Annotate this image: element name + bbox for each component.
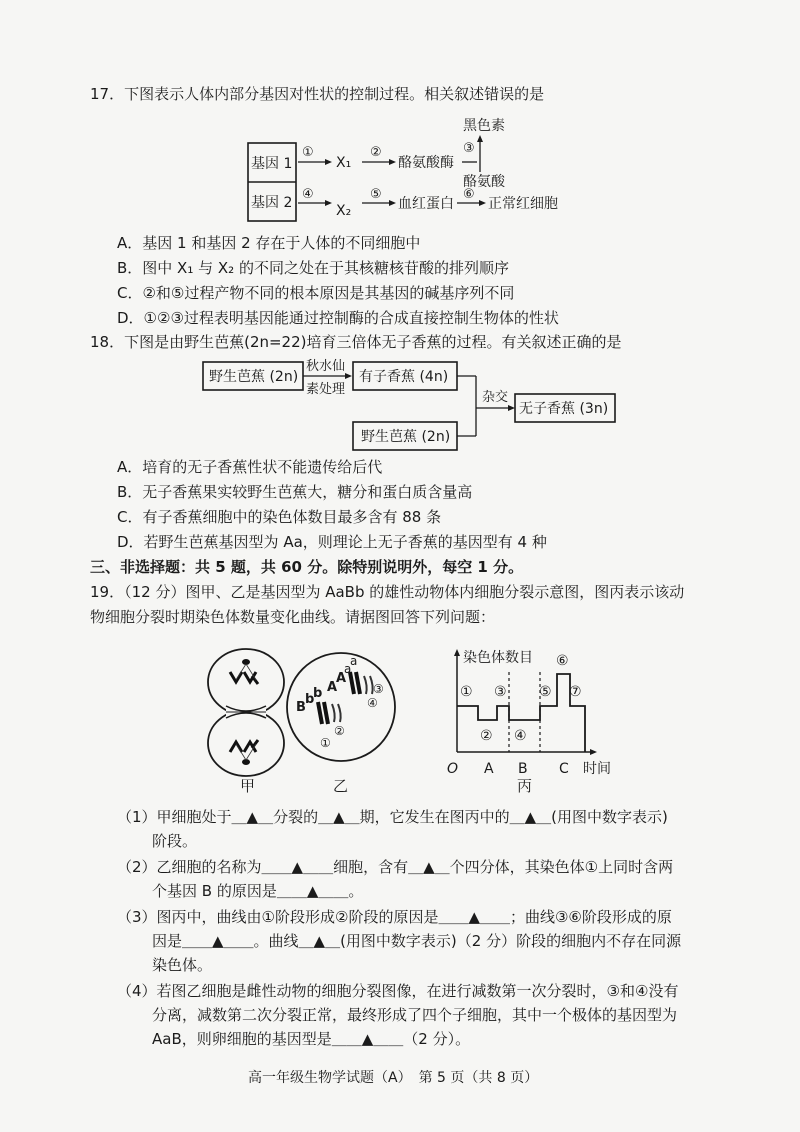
gene-b-1: b (305, 692, 315, 707)
wild-banana-1: 野生芭蕉 (2n) (209, 369, 299, 385)
q18-stem: 18．下图是由野生芭蕉(2n=22)培育三倍体无子香蕉的过程。有关叙述正确的是 (90, 333, 622, 351)
gene1-label: 基因 1 (251, 156, 293, 172)
q19-sub2-line2: 个基因 B 的原因是＿＿▲＿＿。 (152, 882, 364, 900)
x2-label: X₂ (336, 203, 352, 219)
hemoglobin-label: 血红蛋白 (398, 196, 454, 212)
chrom-2: ② (334, 724, 345, 738)
q19-sub2-line1: （2）乙细胞的名称为＿＿▲＿＿细胞，含有＿▲＿个四分体，其染色体①上同时含两 (117, 858, 674, 876)
seedless-banana: 无子香蕉 (3n) (519, 401, 609, 417)
q18-option-d: D．若野生芭蕉基因型为 Aa，则理论上无子香蕉的基因型有 4 种 (117, 533, 547, 551)
section3-heading: 三、非选择题：共 5 题，共 60 分。除特别说明外，每空 1 分。 (90, 558, 524, 576)
q19-sub1-line1: （1）甲细胞处于＿▲＿分裂的＿▲＿期，它发生在图丙中的＿▲＿(用图中数字表示) (117, 808, 668, 826)
chrom-1: ① (320, 736, 331, 750)
gene-B: B (296, 700, 306, 715)
gene-A-2: A (336, 671, 347, 686)
gene-a-2: a (350, 654, 358, 668)
graph-ylabel: 染色体数目 (463, 650, 533, 666)
page-footer: 高一年级生物学试题（A） 第 5 页（共 8 页） (248, 1070, 539, 1086)
rbc-label: 正常红细胞 (488, 196, 558, 212)
tick-A: A (484, 761, 494, 777)
enzyme-label: 酪氨酸酶 (398, 155, 454, 171)
q19-sub3-line1: （3）图丙中，曲线由①阶段形成②阶段的原因是＿＿▲＿＿；曲线③⑥阶段形成的原 (117, 908, 672, 926)
q19-sub3-line3: 染色体。 (152, 956, 213, 974)
q19-sub1-line2: 阶段。 (152, 832, 198, 850)
cell-jia (208, 649, 284, 776)
step2-label: ② (370, 145, 382, 160)
stage-7: ⑦ (569, 684, 582, 700)
gene-a-1: a (344, 662, 352, 676)
label-bing: 丙 (517, 777, 533, 795)
tyrosine-label: 酪氨酸 (463, 174, 505, 190)
cell-yi (287, 653, 395, 761)
step5-label: ⑤ (370, 187, 382, 202)
q17-option-c: C．②和⑤过程产物不同的根本原因是其基因的碱基序列不同 (117, 284, 515, 302)
q19-sub4-line1: （4）若图乙细胞是雌性动物的细胞分裂图像，在进行减数第一次分裂时，③和④没有 (117, 982, 679, 1000)
q19-sub4-line2: 分离，减数第二次分裂正常，最终形成了四个子细胞，其中一个极体的基因型为 (152, 1006, 678, 1024)
label-yi: 乙 (333, 777, 349, 795)
graph-xlabel: 时间 (583, 761, 611, 777)
melanin-label: 黑色素 (463, 118, 505, 134)
seeded-banana: 有子香蕉 (4n) (359, 369, 449, 385)
q17-option-a: A．基因 1 和基因 2 存在于人体的不同细胞中 (117, 234, 421, 252)
q19-sub4-line3: AaB，则卵细胞的基因型是＿＿▲＿＿（2 分）。 (152, 1030, 471, 1048)
stage-2: ② (480, 728, 493, 744)
x1-label: X₁ (336, 155, 352, 171)
gene-A-1: A (327, 680, 338, 695)
label-jia: 甲 (240, 777, 256, 795)
colchicine-top: 秋水仙 (306, 359, 346, 374)
q19-stem-1: 19．（12 分）图甲、乙是基因型为 AaBb 的雄性动物体内细胞分裂示意图，图丙表示该动 (90, 583, 685, 601)
step4-label: ④ (302, 187, 314, 202)
cross-label: 杂交 (482, 390, 509, 405)
stage-1: ① (460, 684, 473, 700)
tick-C: C (559, 761, 569, 777)
q18-option-a: A．培育的无子香蕉性状不能遗传给后代 (117, 458, 383, 476)
stage-4: ④ (514, 728, 527, 744)
step6-label: ⑥ (463, 187, 475, 202)
stage-5: ⑤ (539, 684, 552, 700)
q17-option-b: B．图中 X₁ 与 X₂ 的不同之处在于其核糖核苷酸的排列顺序 (117, 259, 509, 277)
q19-stem-2: 物细胞分裂时期染色体数量变化曲线。请据图回答下列问题： (90, 608, 496, 626)
q17-stem: 17．下图表示人体内部分基因对性状的控制过程。相关叙述错误的是 (90, 85, 545, 103)
stage-3: ③ (494, 684, 507, 700)
stage-6: ⑥ (556, 653, 569, 669)
chrom-4: ④ (367, 696, 378, 710)
step1-label: ① (302, 145, 314, 160)
q17-option-d: D．①②③过程表明基因能通过控制酶的合成直接控制生物体的性状 (117, 309, 559, 327)
gene-b-2: b (313, 686, 323, 701)
tick-B: B (518, 761, 528, 777)
step3-label: ③ (463, 141, 475, 156)
graph-origin: O (447, 761, 459, 777)
gene2-label: 基因 2 (251, 195, 293, 211)
q18-option-b: B．无子香蕉果实较野生芭蕉大，糖分和蛋白质含量高 (117, 483, 473, 501)
colchicine-bottom: 素处理 (306, 382, 346, 397)
chrom-3: ③ (373, 682, 384, 696)
wild-banana-2: 野生芭蕉 (2n) (361, 429, 451, 445)
q19-sub3-line2: 因是＿＿▲＿＿。曲线＿▲＿(用图中数字表示)（2 分）阶段的细胞内不存在同源 (152, 932, 682, 950)
q18-option-c: C．有子香蕉细胞中的染色体数目最多含有 88 条 (117, 508, 442, 526)
